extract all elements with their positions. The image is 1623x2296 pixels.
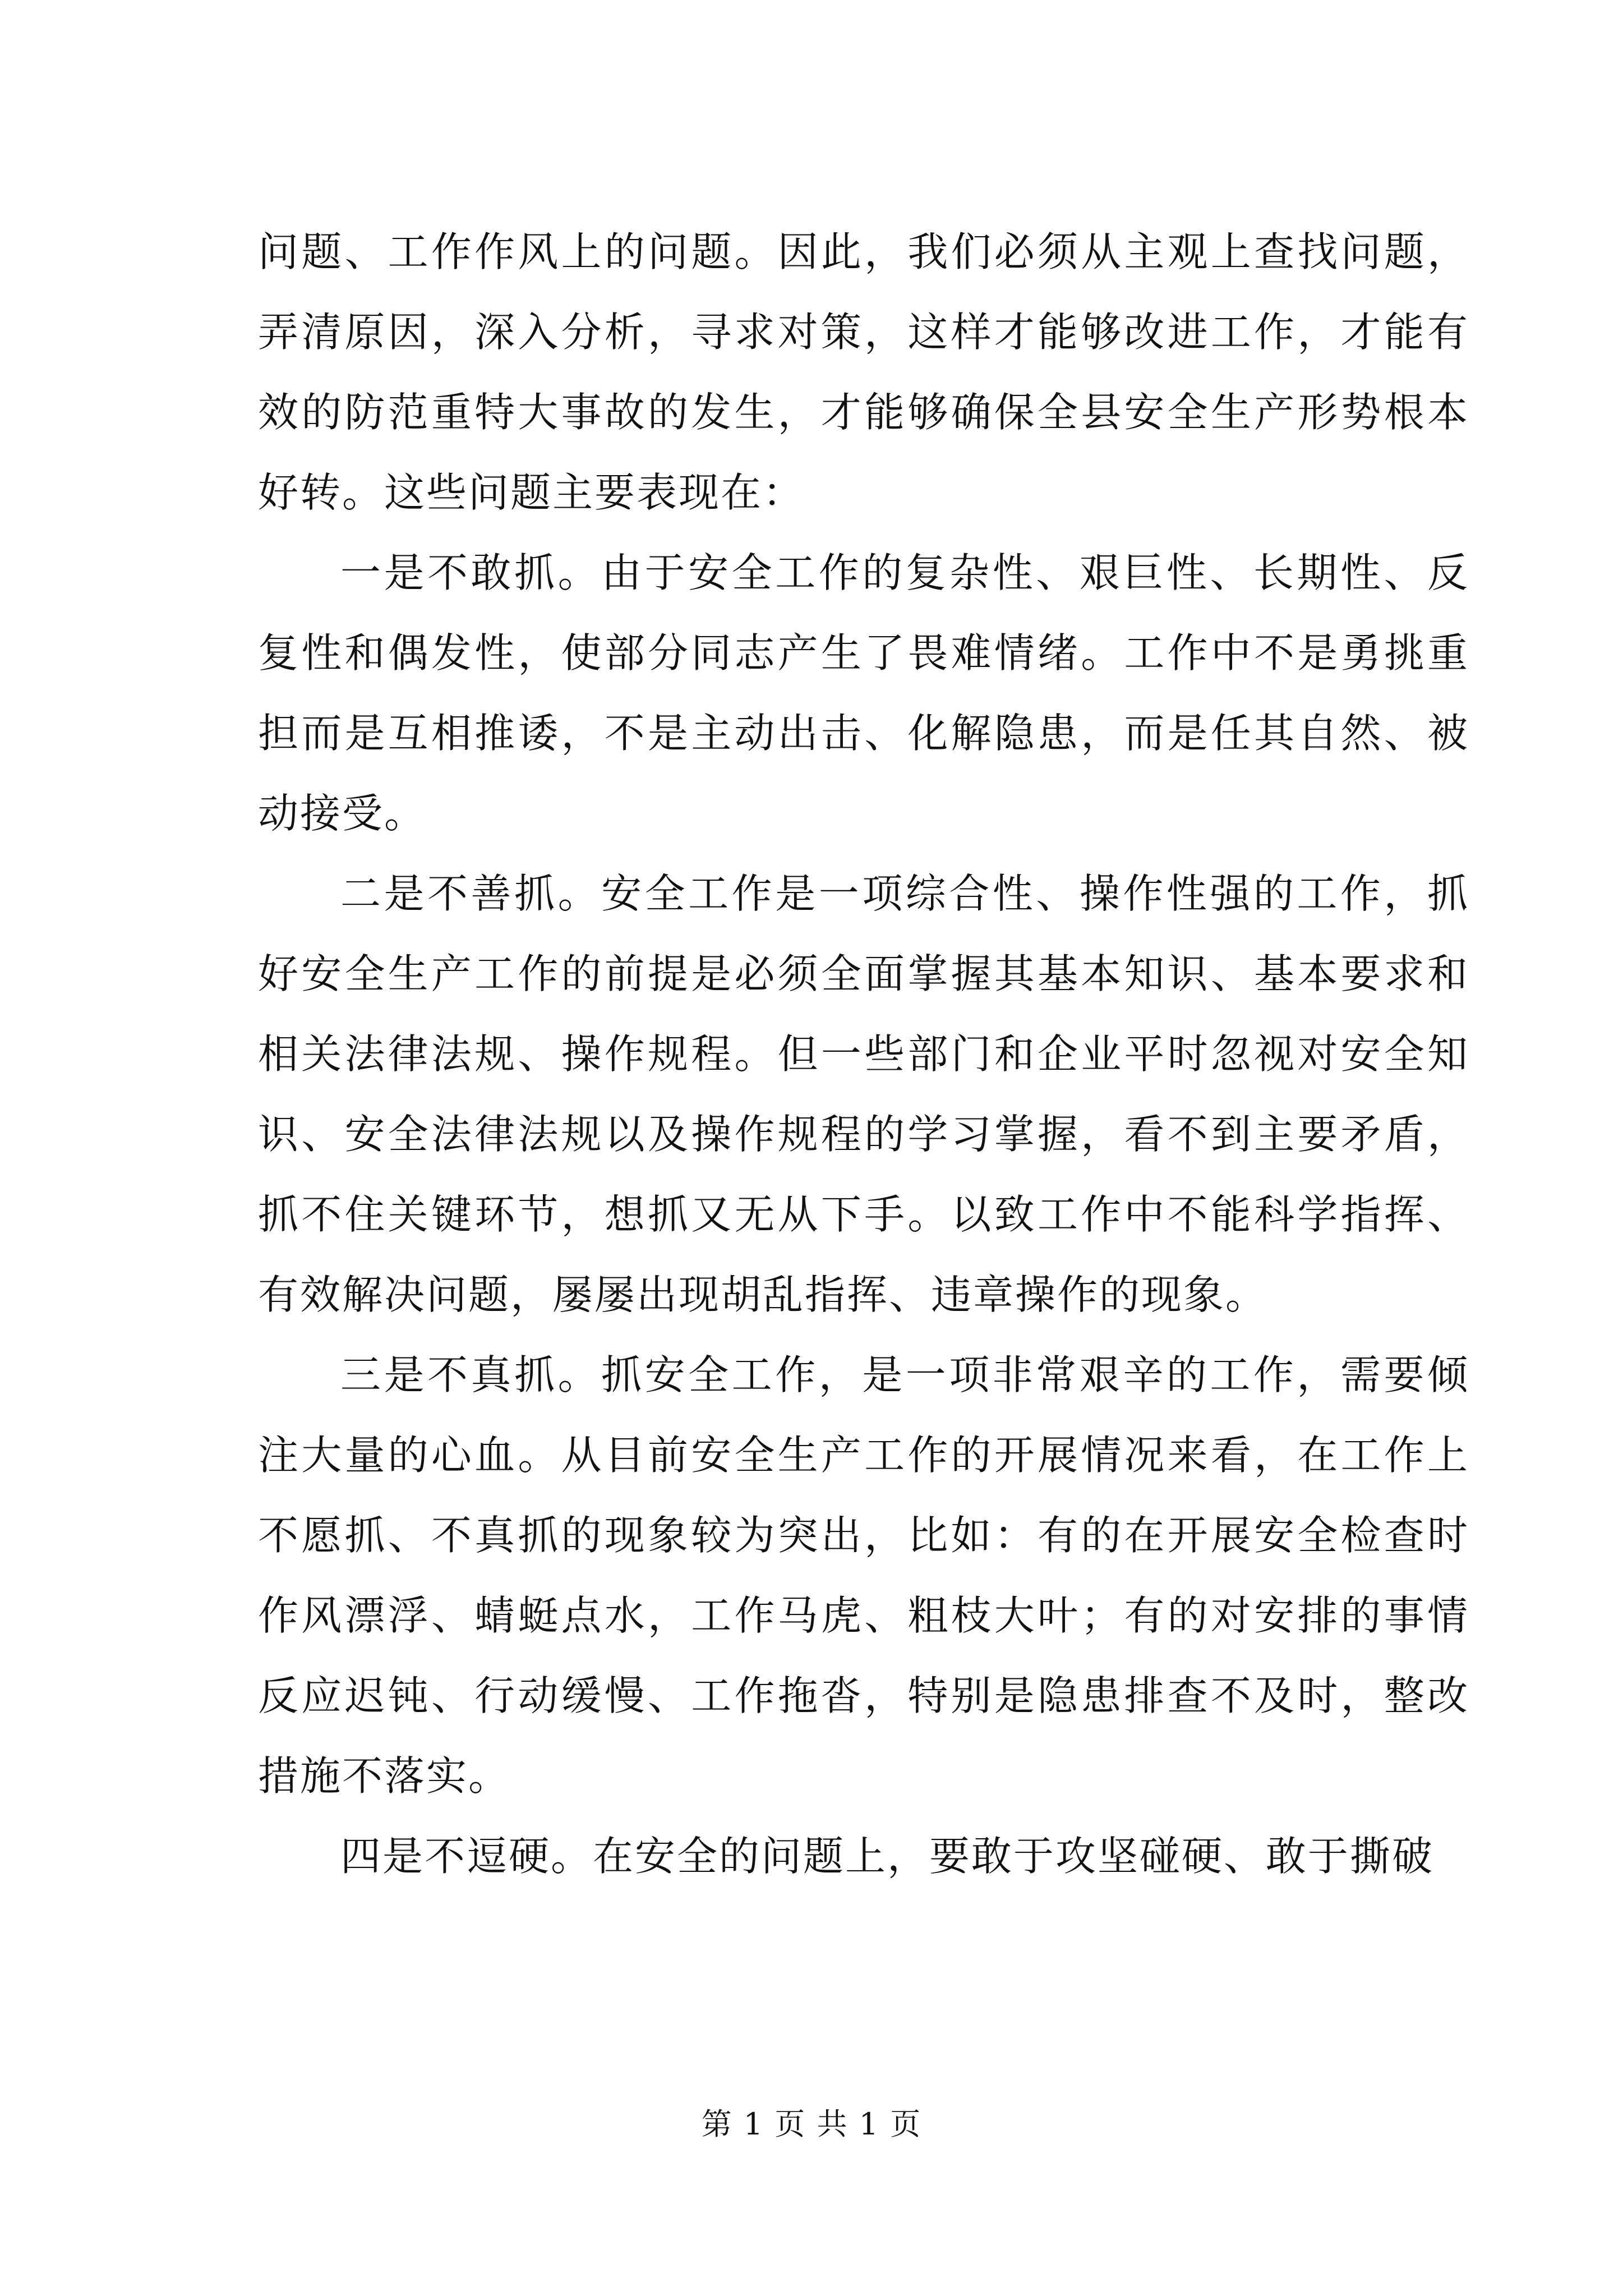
paragraph-continuation: 问题、工作作风上的问题。因此，我们必须从主观上查找问题，弄清原因，深入分析，寻求对策，这样才能够改进工作，才能有效的防范重特大事故的发生，才能够确保全县安全生产形势根本好转。这些问题主要表现在： xyxy=(258,228,1469,516)
paragraph-point-two: 二是不善抓。安全工作是一项综合性、操作性强的工作，抓好安全生产工作的前提是必须全面掌握其基本知识、基本要求和相关法律法规、操作规程。但一些部门和企业平时忽视对安全知识、安全法律法规以及操作规程的学习掌握，看不到主要矛盾，抓不住关键环节，想抓又无从下手。以致工作中不能科学指挥、有效解决问题，屡屡出现胡乱指挥、违章操作的现象。 xyxy=(258,870,1469,1318)
page-footer: 第 1 页 共 1 页 xyxy=(701,2106,922,2142)
paragraph-point-four: 四是不逗硬。在安全的问题上，要敢于攻坚碰硬、敢于撕破 xyxy=(340,1833,1435,1880)
document-body xyxy=(258,212,1469,1897)
paragraph-point-three: 三是不真抓。抓安全工作，是一项非常艰辛的工作，需要倾注大量的心血。从目前安全生产工作的开展情况来看，在工作上不愿抓、不真抓的现象较为突出，比如：有的在开展安全检查时作风漂浮、蜻蜓点水，工作马虎、粗枝大叶；有的对安排的事情反应迟钝、行动缓慢、工作拖沓，特别是隐患排查不及时，整改措施不落实。 xyxy=(258,1351,1469,1800)
paragraph-point-one: 一是不敢抓。由于安全工作的复杂性、艰巨性、长期性、反复性和偶发性，使部分同志产生了畏难情绪。工作中不是勇挑重担而是互相推诿，不是主动出击、化解隐患，而是任其自然、被动接受。 xyxy=(258,549,1469,837)
